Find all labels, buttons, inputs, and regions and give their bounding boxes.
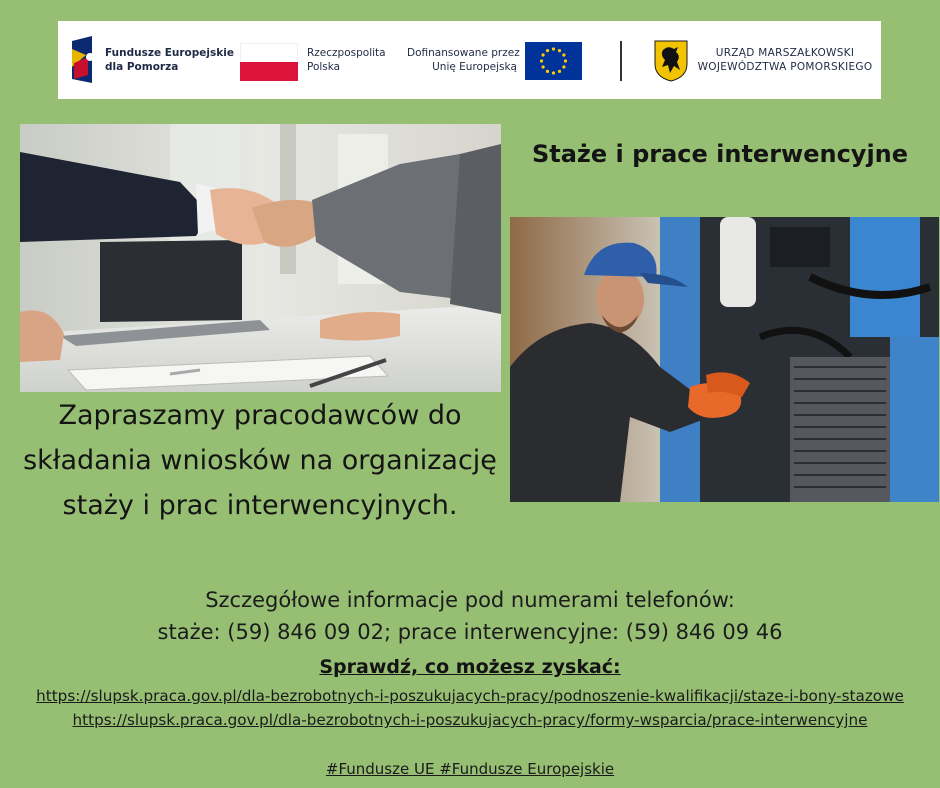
link-prace-interwencyjne[interactable]: https://slupsk.praca.gov.pl/dla-bezrobotnych-i-poszukujacych-pracy/formy-wsparcia/prace-interwencyjne	[72, 711, 868, 729]
urzad-line1: URZĄD MARSZAŁKOWSKI	[715, 47, 855, 59]
phone-numbers: staże: (59) 846 09 02; prace interwencyjne: (59) 846 09 46	[157, 620, 783, 644]
logo-bar	[58, 21, 881, 99]
urzad-line2: WOJEWÓDZTWA POMORSKIEGO	[697, 61, 873, 73]
rp-line2: Polska	[307, 61, 341, 73]
pomorskie-coat-of-arms-icon	[654, 40, 688, 82]
fundusze-europejskie-logo-icon	[70, 35, 100, 85]
fe-pomorza-line1: Fundusze Europejskie	[105, 47, 234, 59]
handshake-photo	[20, 124, 501, 392]
logo-divider	[620, 41, 622, 81]
check-heading: Sprawdź, co możesz zyskać:	[319, 656, 621, 678]
ue-line2: Unię Europejską	[432, 61, 517, 73]
link-staze[interactable]: https://slupsk.praca.gov.pl/dla-bezrobotnych-i-poszukujacych-pracy/podnoszenie-kwalifikacji/staze-i-bony-stazowe	[36, 687, 904, 705]
eu-flag-icon	[525, 42, 582, 80]
hashtags[interactable]: #Fundusze UE #Fundusze Europejskie	[325, 760, 615, 778]
invitation-text: Zapraszamy pracodawców do składania wniosków na organizację staży i prac interwencyjnych.	[23, 400, 497, 521]
info-text: Szczegółowe informacje pod numerami telefonów:	[205, 588, 735, 612]
fe-pomorza-line2: dla Pomorza	[105, 61, 179, 73]
ue-line1: Dofinansowane przez	[407, 47, 520, 59]
page-title: Staże i prace interwencyjne	[531, 140, 909, 168]
mechanic-photo	[510, 217, 939, 502]
rp-line1: Rzeczpospolita	[307, 47, 386, 59]
polish-flag-icon	[240, 43, 298, 81]
